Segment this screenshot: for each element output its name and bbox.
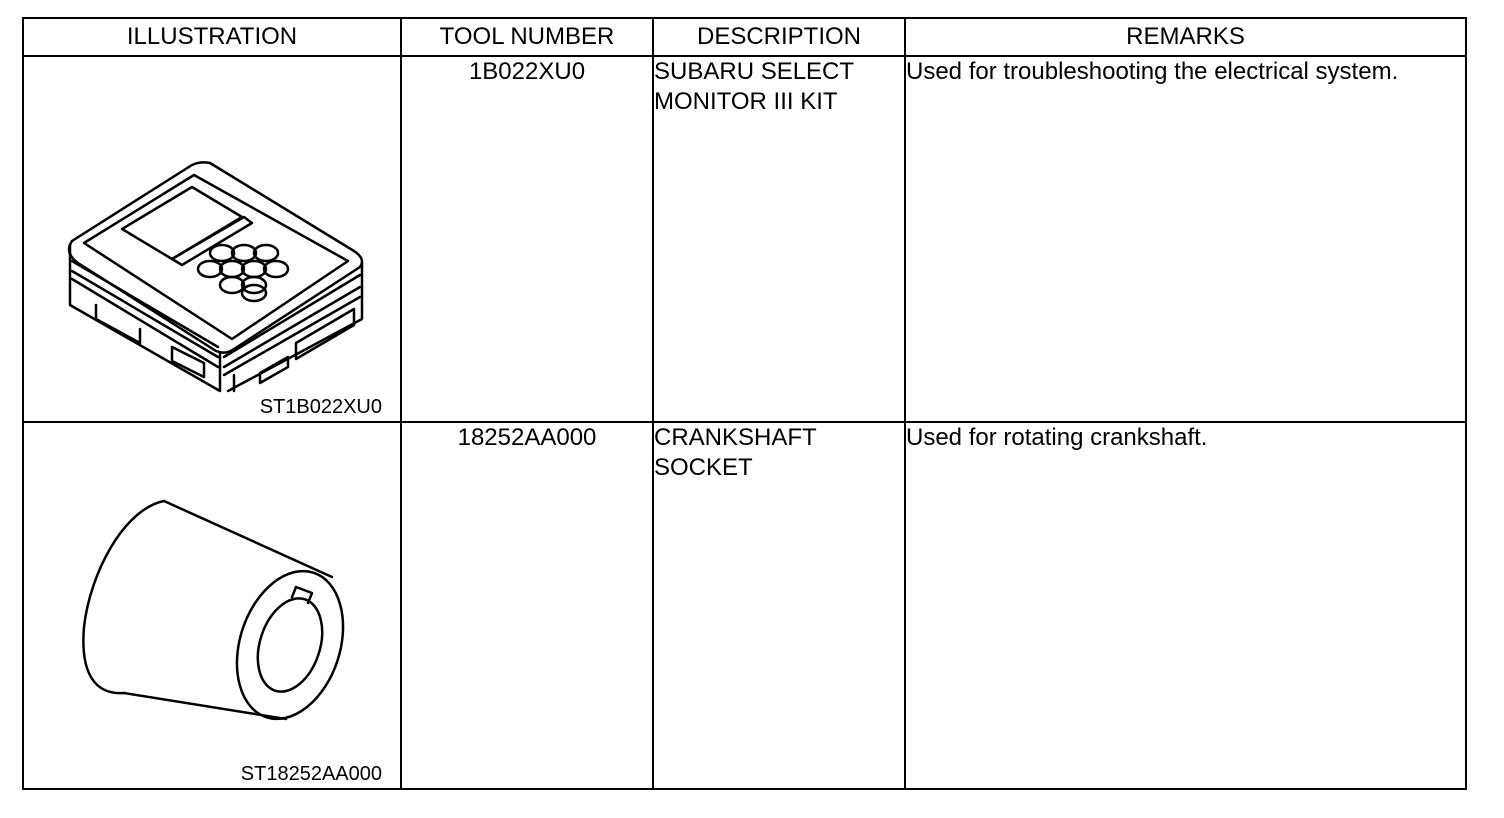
table-row [23,422,1466,789]
description-cell [653,422,905,789]
remarks-cell: Used for rotating crankshaft. [905,422,1466,789]
select-monitor-device-icon [24,57,400,421]
illustration-code: ST18252AA000 [240,763,382,785]
table-row [23,56,1466,422]
tool-number-cell: 18252AA000 [401,422,653,789]
special-tools-table [22,17,1467,790]
header-tool-number: TOOL NUMBER [401,18,653,56]
illustration-cell [23,422,401,789]
illustration-code: ST1B022XU0 [259,396,382,418]
description-line: CRANKSHAFT [654,424,817,451]
tool-number-cell: 1B022XU0 [401,56,653,422]
remarks-cell: Used for troubleshooting the electrical system. [905,56,1466,422]
description-line: SUBARU SELECT [654,58,855,85]
crankshaft-socket-icon [24,423,400,788]
description-line: MONITOR III KIT [654,88,838,115]
description-cell [653,56,905,422]
header-description: DESCRIPTION [653,18,905,56]
description-line: SOCKET [654,454,753,481]
illustration-cell [23,56,401,422]
table-header-row [23,18,1466,56]
header-illustration: ILLUSTRATION [23,18,401,56]
header-remarks: REMARKS [905,18,1466,56]
